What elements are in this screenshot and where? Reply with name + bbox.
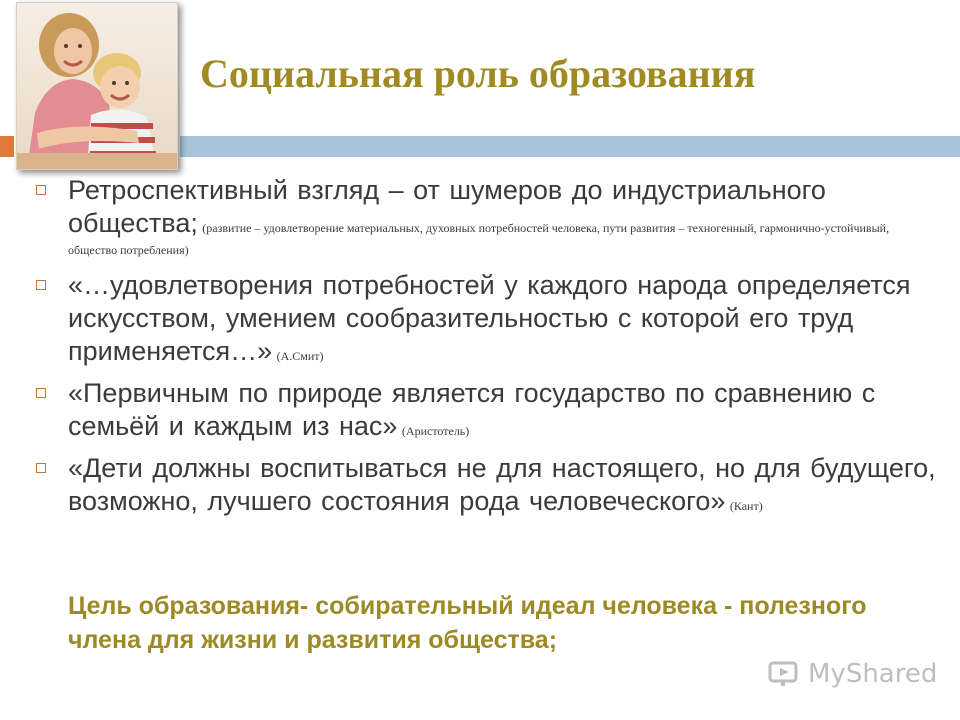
- page-title: Социальная роль образования: [200, 51, 756, 96]
- slideshow-icon: [768, 659, 802, 689]
- myshared-watermark: [768, 656, 937, 692]
- list-item: [36, 452, 936, 518]
- list-item: [36, 377, 936, 443]
- square-bullet-icon: [36, 280, 46, 290]
- item-note: (Кант): [729, 499, 763, 513]
- blue-accent-bar: [180, 136, 960, 157]
- item-note: (развитие – удовлетворение материальных, духовных потребностей человека, пути развития – техногенный, гармонично-устойчивый, общество потребления): [68, 221, 890, 257]
- square-bullet-icon: [36, 185, 46, 195]
- item-note: (А.Смит): [276, 349, 324, 363]
- orange-accent-bar: [0, 136, 14, 157]
- list-item: [36, 174, 936, 260]
- education-goal-statement: Цель образования- собирательный идеал человека - полезного члена для жизни и развития общества;: [68, 592, 867, 654]
- bullet-list: [36, 174, 936, 527]
- square-bullet-icon: [36, 463, 46, 473]
- list-item: [36, 269, 936, 368]
- item-text: «Дети должны воспитываться не для настоящего, но для будущего, возможно, лучшего состояния рода человеческого»: [68, 453, 936, 516]
- watermark-label: MyShared: [808, 659, 938, 689]
- item-text: Ретроспективный взгляд – от шумеров до индустриального общества;: [68, 175, 826, 238]
- square-bullet-icon: [36, 388, 46, 398]
- item-text: «Первичным по природе является государство по сравнению с семьёй и каждым из нас»: [68, 378, 876, 441]
- item-note: (Аристотель): [401, 424, 470, 438]
- mother-child-photo: [16, 2, 178, 170]
- item-text: «…удовлетворения потребностей у каждого народа определяется искусством, умением сообразительностью с которой его труд применяется…»: [68, 270, 911, 366]
